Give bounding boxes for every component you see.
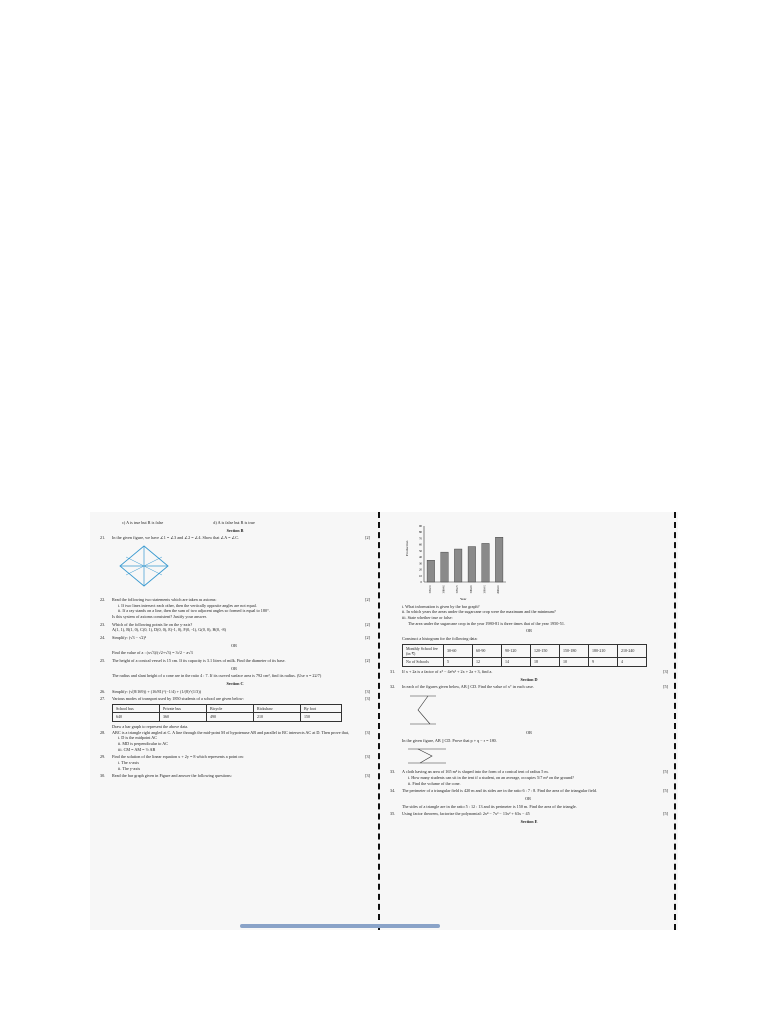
question-marks: [5] (663, 788, 668, 794)
y-tick-label: 30 (419, 561, 422, 566)
table-cell: 640 (113, 713, 160, 721)
option-c: c) A is true but R is false (122, 520, 164, 525)
table-cell: 210 (254, 713, 301, 721)
table-cell: 490 (207, 713, 254, 721)
statement-i: i. If two lines intersect each other, then the vertically opposite angles are not equal. (118, 602, 257, 608)
question-marks: [2] (365, 597, 370, 603)
table-header: By foot (301, 705, 342, 713)
or-divider: OR (526, 628, 532, 634)
sub-item: i. How many students can sit in the tent if a student, on an average, occupies 5/7 m² on the ground? (408, 774, 575, 780)
question-text: Read the bar graph given in Figure and answer the following questions: (112, 773, 232, 779)
question-text: Various modes of transport used by 1850 students of a school are given below: (112, 696, 244, 702)
right-column (390, 520, 668, 827)
table-header: Monthly School fee (in ₹) (403, 644, 444, 658)
question-number: 31. (390, 668, 396, 674)
question-marks: [3] (365, 688, 370, 694)
statement-ii: ii. If a ray stands on a line, then the sum of two adjacent angles so formed is equal to 180°. (118, 608, 270, 614)
exam-paper-sheet (90, 512, 678, 930)
page-edge (674, 512, 676, 930)
quadrilateral-figure (116, 543, 172, 589)
question-number: 33. (390, 769, 396, 775)
question-number: 25. (100, 658, 106, 664)
chart-bar (441, 552, 449, 582)
question-number: 21. (100, 535, 106, 541)
alternative-text: In the given figure, AB || CD. Prove that p + q − r = 180. (402, 737, 497, 743)
table-header: 90-120 (502, 644, 531, 658)
x-tick-label: 1980-81 (469, 585, 473, 594)
question-number: 29. (100, 754, 106, 760)
left-column (100, 520, 370, 781)
histogram-intro: Construct a histogram for the following data: (402, 636, 478, 642)
question-text: Simplify: (√(8/169)) + (16/81)^(−1/4) + (1/(8)^(1/3)) (112, 688, 202, 694)
x-tick-label: 1990-91 (483, 585, 487, 594)
chart-bar (482, 543, 490, 582)
question-26 (100, 689, 370, 695)
sugarcane-bar-chart (402, 520, 512, 602)
or-divider: OR (231, 642, 237, 648)
x-axis-label: Year (460, 597, 467, 601)
y-tick-label: 0 (420, 580, 422, 584)
sub-item: ii. The y-axis (118, 765, 141, 771)
true-false-statement: The area under the sugarcane crop in the year 1980-81 is three times that of the year 1950-51. (408, 620, 565, 626)
alternative-text: The sides of a triangle are in the ratio 5 : 12 : 13 and its perimeter is 150 m. Find the area of the triangle. (402, 803, 577, 809)
y-tick-label: 20 (419, 567, 422, 572)
question-22 (100, 597, 370, 620)
x-tick-label: 2000-01 (497, 585, 501, 594)
sub-item: ii. Find the volume of the cone. (408, 780, 461, 786)
question-marks: [5] (663, 811, 668, 817)
sub-item: i. What information is given by the bar graph? (402, 603, 480, 609)
table-header: 150-180 (560, 644, 589, 658)
table-cell: 12 (473, 658, 502, 666)
table-header: 180-210 (589, 644, 618, 658)
table-row (113, 713, 342, 721)
question-marks: [2] (365, 658, 370, 664)
table-cell: 360 (160, 713, 207, 721)
question-29 (100, 754, 370, 771)
table-cell: 10 (560, 658, 589, 666)
question-text: Find the solution of the linear equation x + 2y = 8 which represents a point on: (112, 754, 244, 760)
question-marks: [2] (365, 621, 370, 627)
question-text: The perimeter of a triangular field is 420 m and its sides are in the ratio 6 : 7 : 8. Find the area of the triangular field. (402, 788, 598, 794)
proof-item: i. D is the midpoint AC (118, 735, 158, 741)
question-text: Which of the following points lie on the y-axis? (112, 621, 193, 627)
y-tick-label: 50 (419, 548, 422, 553)
question-followup: Is this system of axioms consistent? Justify your answer. (112, 614, 207, 620)
y-tick-label: 60 (419, 542, 422, 547)
question-35 (390, 811, 668, 817)
table-row (403, 658, 647, 666)
table-header: 210-240 (618, 644, 647, 658)
question-marks: [3] (663, 668, 668, 674)
y-tick-label: 80 (419, 530, 422, 535)
question-number: 35. (390, 811, 396, 817)
question-marks: [5] (663, 684, 668, 690)
question-number: 32. (390, 684, 396, 690)
question-28 (100, 730, 370, 753)
question-number: 28. (100, 729, 106, 735)
question-33 (390, 769, 668, 786)
school-fee-table (402, 644, 647, 667)
section-e-heading: Section E (520, 818, 538, 824)
section-b-heading: Section B (226, 527, 244, 533)
question-30-items (390, 604, 668, 627)
table-header: 120-150 (531, 644, 560, 658)
section-d-heading: Section D (520, 676, 538, 682)
question-text: In the given figure, we have ∠1 = ∠3 and ∠2 = ∠4. Show that ∠A = ∠C. (112, 535, 240, 541)
y-tick-label: 40 (419, 555, 422, 560)
question-30 (100, 773, 370, 779)
table-cell: 4 (618, 658, 647, 666)
question-text: In each of the figures given below, AB || CD. Find the value of x° in each case. (402, 684, 534, 690)
question-number: 27. (100, 696, 106, 702)
question-followup: Draw a bar graph to represent the above data. (112, 723, 189, 729)
points-list: A(1, 1), B(1, 0), C(0, 1), D(0, 0), E(-1, 0), F(0, -1), G(0, 0), H(0, -8) (112, 627, 226, 633)
x-tick-label: 1960-61 (442, 585, 446, 594)
question-24 (100, 635, 370, 656)
question-text: Read the following two statements which are taken as axioms: (112, 597, 217, 603)
chart-bar (468, 547, 476, 582)
option-d: d) A is false but R is true (213, 520, 255, 525)
question-25 (100, 658, 370, 679)
question-text: A cloth having an area of 165 m² is shaped into the form of a conical tent of radius 5 m. (402, 769, 549, 775)
table-row (403, 644, 647, 658)
question-number: 34. (390, 788, 396, 794)
column-divider (378, 512, 380, 930)
or-divider: OR (231, 665, 237, 671)
proof-item: ii. MD is perpendicular to AC (118, 740, 169, 746)
table-header: 60-90 (473, 644, 502, 658)
table-row (113, 705, 342, 713)
table-cell: 5 (444, 658, 473, 666)
y-tick-label: 90 (419, 524, 422, 528)
question-text: The height of a conical vessel is 15 cm. If its capacity is 3.1 litres of milk. Find the diameter of its base. (112, 658, 286, 664)
question-number: 26. (100, 688, 106, 694)
question-number: 24. (100, 635, 106, 641)
table-header: Bicycle (207, 705, 254, 713)
table-header: 30-60 (444, 644, 473, 658)
question-34 (390, 788, 668, 809)
or-divider: OR (526, 729, 532, 735)
question-marks: [5] (663, 769, 668, 775)
transport-table (112, 704, 342, 722)
y-tick-label: 70 (419, 536, 422, 541)
question-text: ABC is a triangle right angled at C. A line through the mid-point M of hypotenuse AB and parallel to BC intersects AC at D. Then prove that, (112, 729, 349, 735)
section-c-heading: Section C (226, 681, 244, 687)
question-31 (390, 669, 668, 675)
chart-y-ticks (419, 524, 423, 584)
sub-item: iii. State whether true or false: (402, 615, 453, 621)
chart-bars (427, 537, 503, 582)
question-marks: [3] (365, 754, 370, 760)
chart-bar (495, 537, 503, 582)
or-divider: OR (525, 795, 531, 801)
alternative-text: The radius and slant height of a cone are in the ratio 4 : 7. If its curved surface area is 792 cm², find its radius. (Use π = 22/7) (112, 673, 322, 679)
table-cell: 18 (531, 658, 560, 666)
parallel-lines-figure-1 (406, 692, 446, 728)
question-marks: [2] (365, 635, 370, 641)
table-cell: 9 (589, 658, 618, 666)
question-marks: [3] (365, 696, 370, 702)
question-32 (390, 684, 668, 690)
question-text: If x + 2a is a factor of x⁵ − 4a²x³ + 2x + 2a + 3, find a. (402, 668, 493, 674)
x-tick-label: 1970-71 (456, 585, 460, 594)
table-header: Private bus (160, 705, 207, 713)
y-axis-label: Production (405, 540, 409, 556)
table-cell: 150 (301, 713, 342, 721)
table-header: School bus (113, 705, 160, 713)
table-cell: No of Schools (403, 658, 444, 666)
sub-item: ii. In which years the areas under the sugarcane crop were the maximum and the minimum? (402, 609, 556, 615)
chart-bar (427, 560, 435, 582)
chart-x-labels (429, 584, 500, 593)
proof-item: iii. CM = AM = ½ AB (118, 746, 156, 752)
table-header: Rickshaw (254, 705, 301, 713)
y-tick-label: 10 (419, 573, 422, 578)
question-marks: [3] (365, 773, 370, 779)
alternative-text: Find the value of a : (x√3)/(√2+√3) = 3√2 − a√3 (112, 650, 193, 656)
question-text: Using factor theorem, factorize the polynomial: 2x⁴ − 7x³ − 13x² + 63x − 45 (402, 811, 530, 817)
question-number: 30. (100, 773, 106, 779)
question-marks: [3] (365, 729, 370, 735)
parallel-lines-figure-2 (406, 745, 450, 767)
question-number: 23. (100, 621, 106, 627)
question-text: Simplify: (√3 − √2)² (112, 635, 147, 641)
question-marks: [2] (365, 535, 370, 541)
question-27 (100, 696, 370, 702)
scroll-indicator[interactable] (240, 924, 440, 928)
question-23 (100, 622, 370, 633)
chart-bar (454, 549, 462, 582)
question-number: 22. (100, 597, 106, 603)
options-row (100, 520, 370, 526)
x-tick-label: 1950-51 (428, 585, 432, 594)
table-cell: 14 (502, 658, 531, 666)
question-21 (100, 535, 370, 541)
sub-item: i. The x-axis (118, 759, 139, 765)
